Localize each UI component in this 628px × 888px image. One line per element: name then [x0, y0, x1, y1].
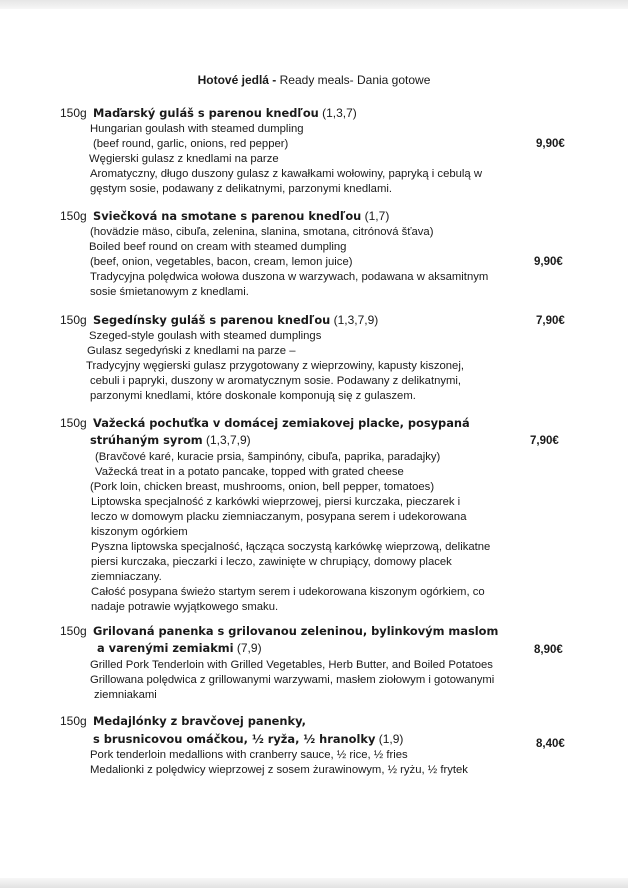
- item-description: kiszonym ogórkiem: [91, 526, 188, 538]
- item-description: Gulasz segedyński z knedlami na parze –: [87, 345, 296, 357]
- scan-edge-bottom: [0, 878, 628, 888]
- menu-item-heading: [60, 714, 306, 729]
- item-price: 8,90€: [534, 644, 563, 656]
- item-description: Hungarian goulash with steamed dumpling: [90, 123, 304, 135]
- item-description: Całość posypana świeżo startym serem i udekorowana kiszonym ogórkiem, co: [91, 586, 485, 598]
- item-description: Szeged-style goulash with steamed dumplings: [89, 330, 322, 342]
- item-description: (hovädzie mäso, cibuľa, zelenina, slanina, smotana, citrónová šťava): [90, 226, 434, 238]
- item-description: Tradycyjny węgierski gulasz przygotowany z wieprzowiny, kapusty kiszonej,: [86, 360, 464, 372]
- item-description: cebuli i papryki, duszony w aromatycznym sosie. Podawany z delikatnymi,: [90, 375, 462, 387]
- item-description: Medalionki z polędwicy wieprzowej z sosem żurawinowym, ½ ryżu, ½ frytek: [90, 764, 468, 776]
- item-allergens: (1,7): [364, 209, 390, 223]
- item-description: (beef round, garlic, onions, red pepper): [93, 138, 289, 150]
- scan-edge-top: [0, 0, 628, 9]
- item-name-cont: a varenými zemiakmi: [97, 641, 234, 655]
- menu-item-heading: [60, 106, 357, 121]
- item-description: (Bravčové karé, kuracie prsia, šampinóny, cibuľa, paprika, paradajky): [95, 451, 441, 463]
- item-name: Medajlónky z bravčovej panenky,: [93, 714, 306, 728]
- item-price: 7,90€: [530, 435, 559, 447]
- item-name: Grilovaná panenka s grilovanou zeleninou, bylinkovým maslom: [93, 624, 499, 638]
- menu-item-heading-cont: [93, 732, 403, 747]
- item-weight: 150g: [60, 209, 87, 223]
- item-price: 9,90€: [534, 256, 563, 268]
- item-name: Sviečková na smotane s parenou knedľou: [93, 209, 362, 223]
- item-description: piersi kurczaka, pieczarki i leczo, zawinięte w chrupiący, domowy placek: [91, 556, 452, 568]
- item-weight: 150g: [60, 313, 87, 327]
- item-price: 7,90€: [536, 315, 565, 327]
- item-description: ziemniaczany.: [91, 571, 162, 583]
- item-description: sosie śmietanowym z knedlami.: [90, 286, 249, 298]
- item-name: Važecká pochuťka v domácej zemiakovej placke, posypaná: [93, 416, 470, 430]
- item-description: Tradycyjna polędwica wołowa duszona w warzywach, podawana w aksamitnym: [90, 271, 489, 283]
- item-weight: 150g: [60, 714, 87, 728]
- menu-item-heading: [60, 313, 378, 328]
- item-name: Segedínsky guláš s parenou knedľou: [93, 313, 331, 327]
- item-description: Grillowana polędwica z grillowanymi warzywami, masłem ziołowym i gotowanymi: [90, 674, 495, 686]
- item-description: Węgierski gulasz z knedlami na parze: [89, 153, 279, 165]
- page-title-rest: Ready meals- Dania gotowe: [279, 73, 431, 87]
- page-title: [0, 73, 628, 87]
- menu-item-heading-cont: [90, 433, 251, 448]
- item-allergens: (1,9): [378, 732, 404, 746]
- item-allergens: (7,9): [236, 641, 262, 655]
- item-description: leczo w domowym placku ziemniaczanym, posypana serem i udekorowana: [91, 511, 467, 523]
- item-allergens: (1,3,7,9): [205, 433, 251, 447]
- item-description: Važecká treat in a potato pancake, topped with grated cheese: [95, 466, 404, 478]
- item-description: Pork tenderloin medallions with cranberry sauce, ½ rice, ½ fries: [90, 749, 408, 761]
- item-description: ziemniakami: [94, 689, 157, 701]
- item-description: Pyszna liptowska specjalność, łącząca soczystą karkówkę wieprzową, delikatne: [91, 541, 491, 553]
- item-weight: 150g: [60, 416, 87, 430]
- item-weight: 150g: [60, 106, 87, 120]
- item-price: 8,40€: [536, 738, 565, 750]
- item-description: (Pork loin, chicken breast, mushrooms, onion, bell pepper, tomatoes): [90, 481, 435, 493]
- item-name: Maďarský guláš s parenou knedľou: [93, 106, 319, 120]
- menu-item-heading: [60, 416, 470, 431]
- item-description: Aromatyczny, długo duszony gulasz z kawałkami wołowiny, papryką i cebulą w: [90, 168, 483, 180]
- menu-item-heading: [60, 624, 498, 639]
- item-description: Grilled Pork Tenderloin with Grilled Vegetables, Herb Butter, and Boiled Potatoes: [90, 659, 493, 671]
- item-description: Liptowska specjalność z karkówki wieprzowej, piersi kurczaka, pieczarek i: [91, 496, 461, 508]
- menu-item-heading: [60, 209, 389, 224]
- item-price: 9,90€: [536, 138, 565, 150]
- item-allergens: (1,3,7,9): [333, 313, 379, 327]
- item-weight: 150g: [60, 624, 87, 638]
- menu-item-heading-cont: [97, 641, 262, 656]
- item-name-cont: s brusnicovou omáčkou, ½ ryža, ½ hranolky: [93, 732, 376, 746]
- item-description: (beef, onion, vegetables, bacon, cream, lemon juice): [90, 256, 353, 268]
- page-title-bold: Hotové jedlá -: [197, 73, 280, 87]
- item-description: parzonymi knedlami, które doskonale komponują się z gulaszem.: [90, 390, 416, 402]
- item-description: gęstym sosie, podawany z delikatnymi, parzonymi knedlami.: [90, 183, 393, 195]
- item-description: nadaje potrawie wyjątkowego smaku.: [91, 601, 279, 613]
- item-allergens: (1,3,7): [322, 106, 357, 120]
- item-description: Boiled beef round on cream with steamed dumpling: [89, 241, 347, 253]
- item-name-cont: strúhaným syrom: [90, 433, 203, 447]
